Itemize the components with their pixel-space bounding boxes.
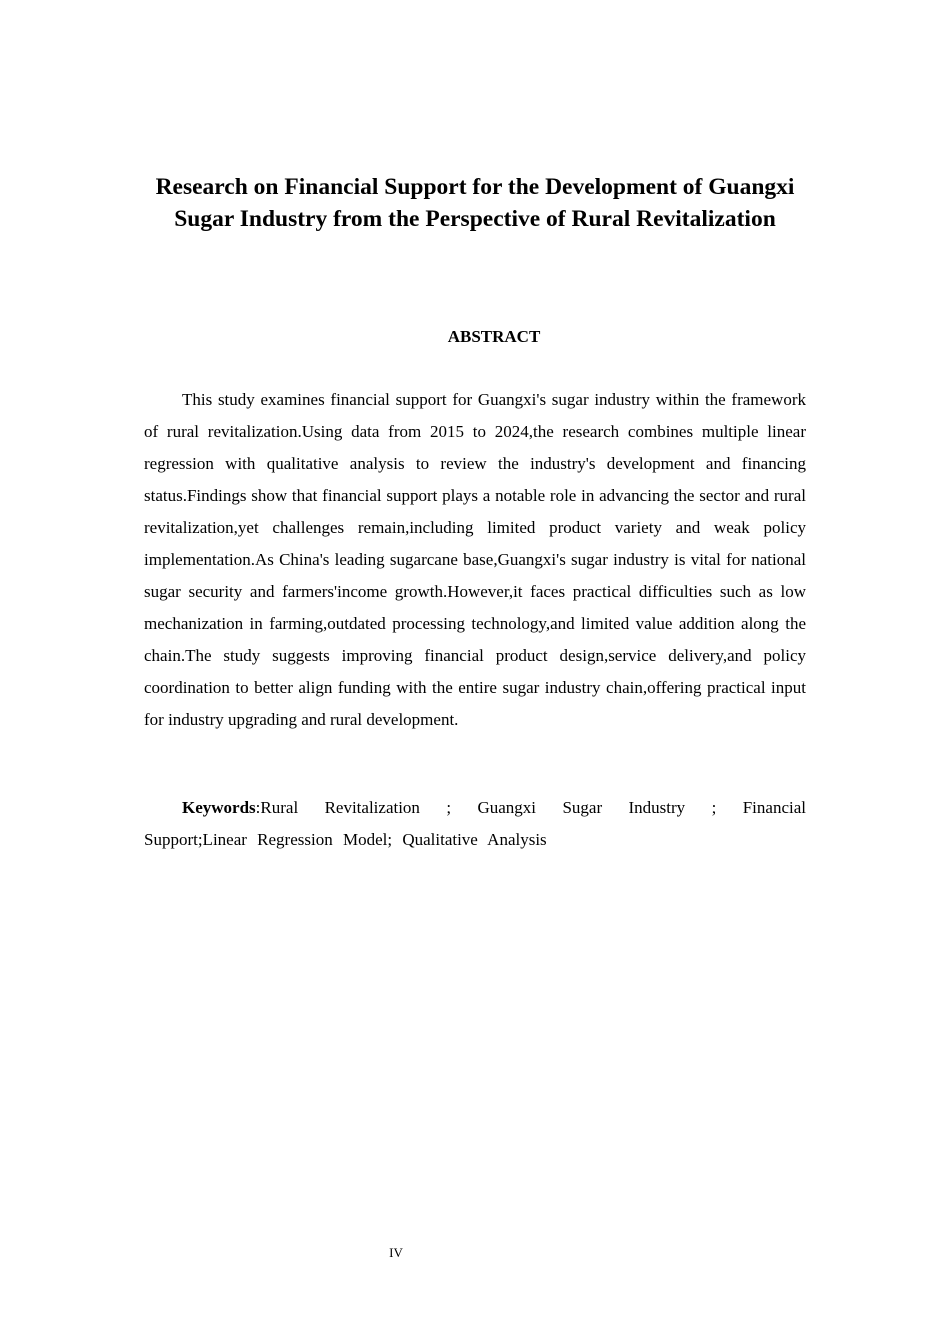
abstract-heading: ABSTRACT xyxy=(447,327,541,346)
page-number: IV xyxy=(389,1245,403,1260)
keywords-paragraph xyxy=(144,792,806,856)
keywords-label: Keywords xyxy=(182,798,256,817)
keywords-list: :Rural Revitalization ; Guangxi Sugar Industry ; Financial Support;Linear Regression Model; Qualitative Analysis xyxy=(144,798,806,849)
abstract-paragraph: This study examines financial support for Guangxi's sugar industry within the framework of rural revitalization.Using data from 2015 to 2024,the research combines multiple linear regression with qualitative analysis to review the industry's development and financing status.Findings show that financial support plays a notable role in advancing the sector and rural revitalization,yet challenges remain,including limited product variety and weak policy implementation.As China's leading sugarcane base,Guangxi's sugar industry is vital for national sugar security and farmers'income growth.However,it faces practical difficulties such as low mechanization in farming,outdated processing technology,and limited value addition along the chain.The study suggests improving financial product design,service delivery,and policy coordination to better align funding with the entire sugar industry chain,offering practical input for industry upgrading and rural development. xyxy=(144,390,806,729)
paper-title: Research on Financial Support for the Development of Guangxi Sugar Industry from the Perspective of Rural Revitalization xyxy=(155,174,795,232)
